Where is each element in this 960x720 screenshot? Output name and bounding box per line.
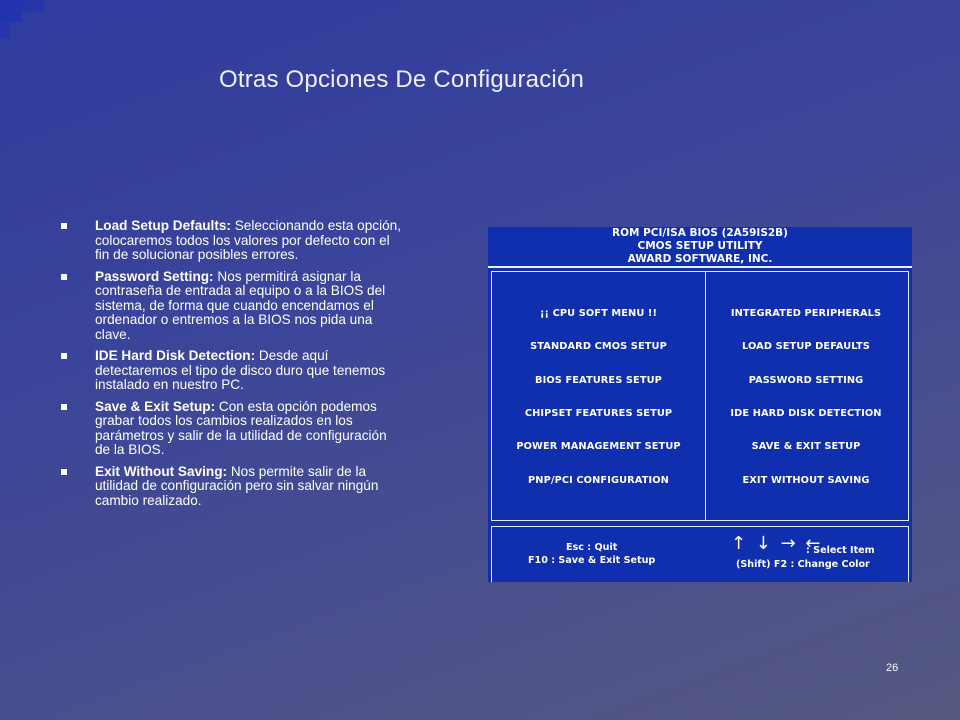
bullet-item: [58, 270, 403, 343]
bullet-item: [58, 219, 403, 263]
arrow-keys-icon: ↑ ↓ → ←: [731, 533, 823, 554]
corner-decoration: [0, 22, 10, 38]
bios-menu-item: CHIPSET FEATURES SETUP: [524, 408, 673, 419]
slide-title: Otras Opciones De Configuración: [219, 66, 585, 93]
bullet-square-icon: [61, 223, 67, 229]
bios-footer-f10: F10 : Save & Exit Setup: [528, 555, 656, 566]
bullet-term: Password Setting:: [95, 268, 214, 284]
bullet-text: Desde aquí detectaremos el tipo de disco duro que tenemos instalado en nuestro PC.: [95, 348, 386, 392]
bios-header-line: ROM PCI/ISA BIOS (2A59IS2B): [612, 227, 788, 239]
bios-header-line: CMOS SETUP UTILITY: [637, 240, 763, 252]
bullet-term: Exit Without Saving:: [95, 463, 228, 479]
bios-header: [488, 227, 912, 267]
bullet-item: [58, 400, 403, 458]
bios-menu-item: IDE HARD DISK DETECTION: [730, 408, 882, 419]
bullet-item: [58, 465, 403, 509]
bullet-square-icon: [61, 274, 67, 280]
bios-divider: [491, 520, 909, 521]
bullet-term: Load Setup Defaults:: [95, 218, 231, 233]
bios-footer-shift: (Shift) F2 : Change Color: [736, 559, 870, 570]
page-number: 26: [886, 662, 899, 674]
bios-menu-item: STANDARD CMOS SETUP: [530, 341, 667, 352]
bios-divider: [491, 271, 492, 521]
bios-screenshot: [488, 227, 912, 582]
bullet-list: [58, 219, 403, 515]
bios-menu-item: LOAD SETUP DEFAULTS: [742, 341, 870, 352]
bios-divider: [491, 526, 492, 582]
bullet-term: IDE Hard Disk Detection:: [95, 348, 256, 363]
bios-menu-item: PNP/PCI CONFIGURATION: [528, 475, 669, 486]
bios-menu-item: POWER MANAGEMENT SETUP: [516, 441, 681, 452]
bios-divider: [908, 271, 909, 521]
bullet-text: Con esta opción podemos grabar todos los cambios realizados en los parámetros y salir de la utilidad de configuración de la BIOS.: [95, 398, 387, 457]
bullet-text: Nos permite salir de la utilidad de configuración pero sin salvar ningún cambio realizado.: [95, 463, 379, 508]
bios-footer-esc: Esc : Quit: [566, 542, 618, 553]
bullet-item: [58, 349, 403, 393]
bios-footer-select: : Select Item: [806, 545, 875, 556]
bios-divider: [908, 526, 909, 582]
bios-header-line: AWARD SOFTWARE, INC.: [627, 253, 773, 265]
bullet-term: Save & Exit Setup:: [95, 398, 216, 414]
bullet-text: Nos permitirá asignar la contraseña de entrada al equipo o a la BIOS del sistema, de forma que cuando encendamos el ordenador o entremos a la BIOS nos pida una clave.: [95, 268, 386, 342]
bios-menu-item: EXIT WITHOUT SAVING: [742, 475, 870, 486]
bios-menu-item: SAVE & EXIT SETUP: [751, 441, 861, 452]
corner-decoration: [0, 0, 22, 22]
bios-menu-item: PASSWORD SETTING: [748, 375, 864, 386]
corner-decoration: [22, 0, 44, 12]
bullet-text: Seleccionando esta opción, colocaremos todos los valores por defecto con el fin de solucionar posibles errores.: [95, 218, 401, 262]
bios-menu-item: ¡¡ CPU SOFT MENU !!: [539, 308, 658, 319]
bios-divider: [488, 266, 912, 268]
bios-menu-item: INTEGRATED PERIPHERALS: [730, 308, 882, 319]
bullet-square-icon: [61, 404, 67, 410]
bullet-square-icon: [61, 353, 67, 359]
bios-divider: [491, 526, 909, 527]
bios-menu-item: BIOS FEATURES SETUP: [535, 375, 662, 386]
bullet-square-icon: [61, 469, 67, 475]
bios-divider: [491, 271, 909, 272]
